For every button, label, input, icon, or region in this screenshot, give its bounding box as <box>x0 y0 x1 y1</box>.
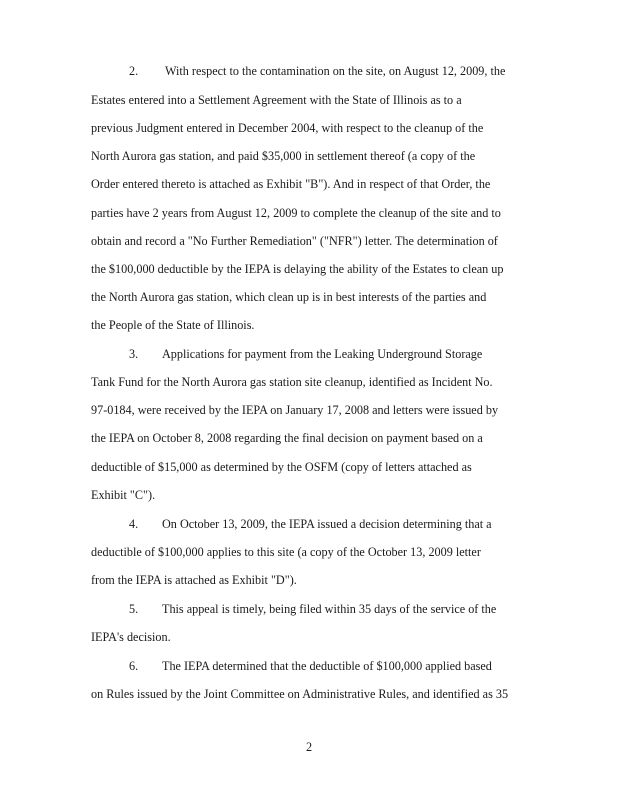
paragraph-number: 3. <box>129 347 139 361</box>
paragraph-line: previous Judgment entered in December 2004, with respect to the cleanup of the <box>91 121 484 135</box>
paragraph-line: 97-0184, were received by the IEPA on January 17, 2008 and letters were issued by <box>91 403 499 417</box>
paragraph-first-line: With respect to the contamination on the site, on August 12, 2009, the <box>165 64 506 78</box>
paragraph-line: parties have 2 years from August 12, 2009 to complete the cleanup of the site and to <box>91 206 501 220</box>
paragraph-line: Order entered thereto is attached as Exhibit "B"). And in respect of that Order, the <box>91 177 491 191</box>
paragraph-first-line: This appeal is timely, being filed within 35 days of the service of the <box>162 602 497 616</box>
paragraph-first-line: The IEPA determined that the deductible of $100,000 applied based <box>162 659 492 673</box>
paragraph-line: the People of the State of Illinois. <box>91 318 255 332</box>
paragraph-line: deductible of $15,000 as determined by the OSFM (copy of letters attached as <box>91 460 472 474</box>
paragraph-line: IEPA's decision. <box>91 630 171 644</box>
paragraph-line: North Aurora gas station, and paid $35,000 in settlement thereof (a copy of the <box>91 149 476 163</box>
page-number: 2 <box>305 740 313 754</box>
paragraph-line: Exhibit "C"). <box>91 488 156 502</box>
paragraph-number: 4. <box>129 517 139 531</box>
paragraph-line: on Rules issued by the Joint Committee on Administrative Rules, and identified as 35 <box>91 687 509 701</box>
paragraph-line: the North Aurora gas station, which clean up is in best interests of the parties and <box>91 290 487 304</box>
paragraph-line: obtain and record a "No Further Remediation" ("NFR") letter. The determination of <box>91 234 498 248</box>
paragraph-line: Tank Fund for the North Aurora gas station site cleanup, identified as Incident No. <box>91 375 493 389</box>
paragraph-first-line: Applications for payment from the Leaking Underground Storage <box>162 347 483 361</box>
paragraph-line: from the IEPA is attached as Exhibit "D"). <box>91 573 297 587</box>
paragraph-first-line: On October 13, 2009, the IEPA issued a decision determining that a <box>162 517 492 531</box>
paragraph-line: Estates entered into a Settlement Agreement with the State of Illinois as to a <box>91 93 462 107</box>
paragraph-line: the $100,000 deductible by the IEPA is delaying the ability of the Estates to clean up <box>91 262 504 276</box>
paragraph-line: deductible of $100,000 applies to this site (a copy of the October 13, 2009 letter <box>91 545 481 559</box>
paragraph-line: the IEPA on October 8, 2008 regarding the final decision on payment based on a <box>91 431 483 445</box>
paragraph-number: 6. <box>129 659 139 673</box>
paragraph-number: 2. <box>129 64 139 78</box>
paragraph-number: 5. <box>129 602 139 616</box>
